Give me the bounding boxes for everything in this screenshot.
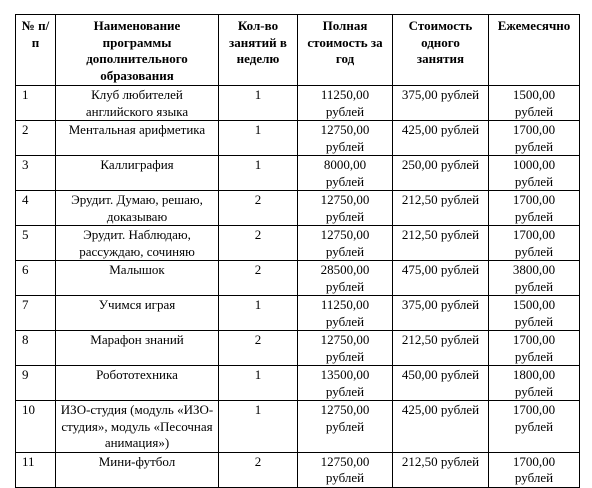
lesson-cost: 475,00 рублей [393,261,489,296]
full-cost: 13500,00 рублей [298,366,393,401]
program-name: Учимся играя [56,296,219,331]
table-row [16,191,580,226]
header-full-cost: Полная стоимость за год [298,15,393,86]
program-name: Робототехника [56,366,219,401]
monthly-cost: 1700,00 рублей [489,121,580,156]
full-cost: 12750,00 рублей [298,452,393,487]
table-row [16,296,580,331]
table-row [16,401,580,453]
full-cost: 8000,00 рублей [298,156,393,191]
monthly-cost: 1700,00 рублей [489,331,580,366]
row-number: 6 [16,261,56,296]
price-table [15,14,580,488]
header-lessons-per-week: Кол-во занятий в неделю [219,15,298,86]
table-row [16,331,580,366]
program-name: Ментальная арифметика [56,121,219,156]
lessons-per-week: 2 [219,226,298,261]
lesson-cost: 375,00 рублей [393,296,489,331]
full-cost: 12750,00 рублей [298,121,393,156]
full-cost: 12750,00 рублей [298,331,393,366]
table-row [16,366,580,401]
lessons-per-week: 1 [219,401,298,453]
lessons-per-week: 2 [219,331,298,366]
program-name: Эрудит. Наблюдаю, рассуждаю, сочиняю [56,226,219,261]
lesson-cost: 212,50 рублей [393,331,489,366]
monthly-cost: 1700,00 рублей [489,401,580,453]
table-header-row [16,15,580,86]
header-program-name: Наименование программы дополнительного образования [56,15,219,86]
header-monthly: Ежемесячно [489,15,580,86]
full-cost: 12750,00 рублей [298,191,393,226]
lessons-per-week: 2 [219,452,298,487]
lesson-cost: 425,00 рублей [393,401,489,453]
table-row [16,156,580,191]
full-cost: 12750,00 рублей [298,226,393,261]
program-name: Эрудит. Думаю, решаю, доказываю [56,191,219,226]
lessons-per-week: 2 [219,191,298,226]
lessons-per-week: 1 [219,366,298,401]
monthly-cost: 1800,00 рублей [489,366,580,401]
row-number: 2 [16,121,56,156]
row-number: 8 [16,331,56,366]
full-cost: 11250,00 рублей [298,296,393,331]
table-row [16,86,580,121]
full-cost: 28500,00 рублей [298,261,393,296]
table-row [16,121,580,156]
lessons-per-week: 1 [219,86,298,121]
row-number: 3 [16,156,56,191]
table-row [16,226,580,261]
program-name: Мини-футбол [56,452,219,487]
monthly-cost: 1500,00 рублей [489,86,580,121]
header-number: № п/п [16,15,56,86]
lesson-cost: 250,00 рублей [393,156,489,191]
monthly-cost: 1500,00 рублей [489,296,580,331]
table-row [16,261,580,296]
monthly-cost: 1700,00 рублей [489,452,580,487]
row-number: 5 [16,226,56,261]
full-cost: 12750,00 рублей [298,401,393,453]
header-lesson-cost: Стоимость одного занятия [393,15,489,86]
program-name: Малышок [56,261,219,296]
full-cost: 11250,00 рублей [298,86,393,121]
lessons-per-week: 1 [219,156,298,191]
program-name: Клуб любителей английского языка [56,86,219,121]
monthly-cost: 1700,00 рублей [489,191,580,226]
lesson-cost: 425,00 рублей [393,121,489,156]
monthly-cost: 3800,00 рублей [489,261,580,296]
row-number: 1 [16,86,56,121]
lesson-cost: 212,50 рублей [393,452,489,487]
row-number: 11 [16,452,56,487]
program-name: ИЗО-студия (модуль «ИЗО-студия», модуль «Песочная анимация») [56,401,219,453]
program-name: Марафон знаний [56,331,219,366]
lesson-cost: 212,50 рублей [393,191,489,226]
row-number: 7 [16,296,56,331]
row-number: 9 [16,366,56,401]
lessons-per-week: 2 [219,261,298,296]
table-row [16,452,580,487]
lessons-per-week: 1 [219,121,298,156]
row-number: 4 [16,191,56,226]
lessons-per-week: 1 [219,296,298,331]
lesson-cost: 212,50 рублей [393,226,489,261]
lesson-cost: 450,00 рублей [393,366,489,401]
lesson-cost: 375,00 рублей [393,86,489,121]
monthly-cost: 1700,00 рублей [489,226,580,261]
monthly-cost: 1000,00 рублей [489,156,580,191]
row-number: 10 [16,401,56,453]
program-name: Каллиграфия [56,156,219,191]
